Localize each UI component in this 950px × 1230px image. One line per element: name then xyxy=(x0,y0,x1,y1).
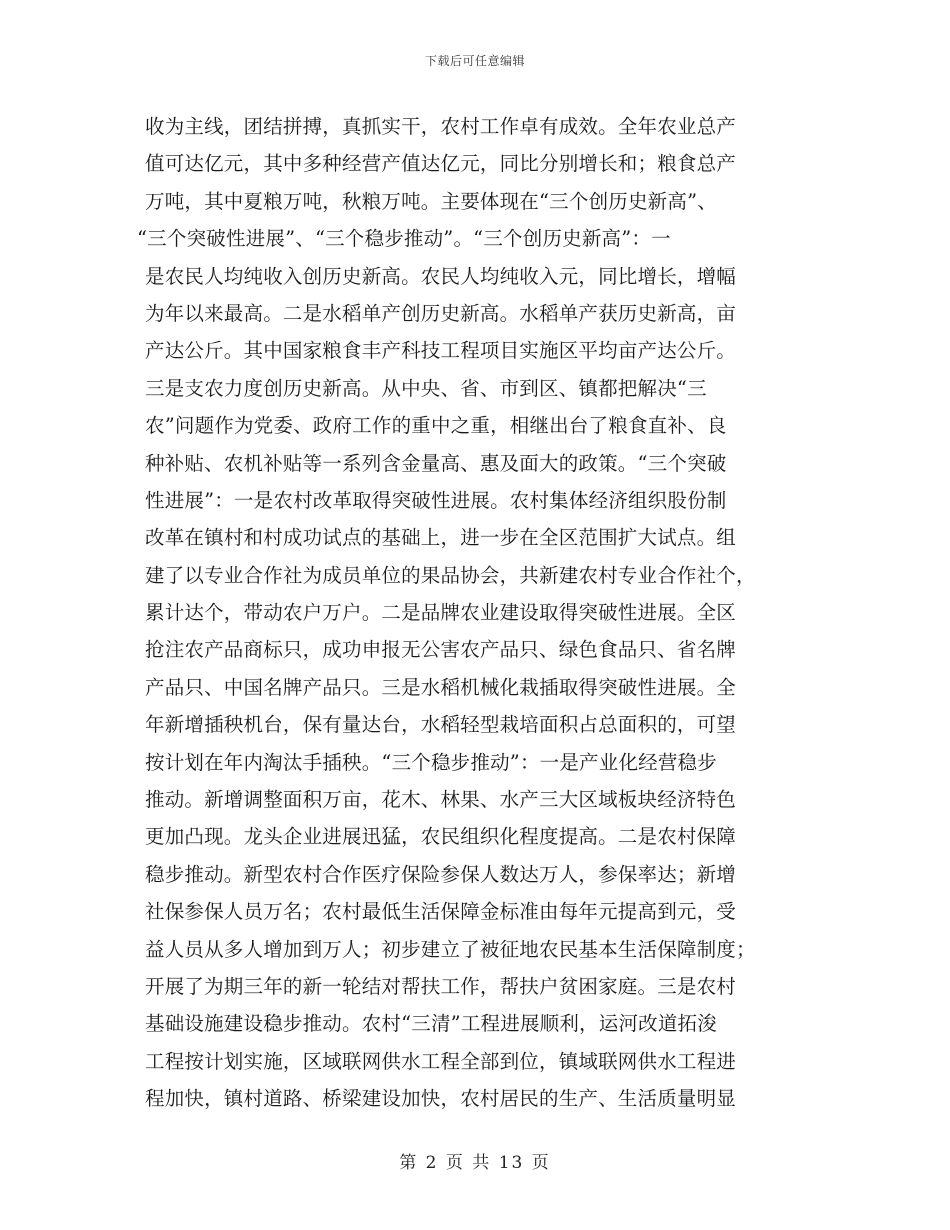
body-line: 累计达个，带动农户万户。二是品牌农业建设取得突破性进展。全区 xyxy=(145,601,737,625)
body-line: 推动。新增调整面积万亩，花木、林果、水产三大区域板块经济特色 xyxy=(145,788,737,812)
body-line: 建了以专业合作社为成员单位的果品协会，共新建农村专业合作社个， xyxy=(145,563,756,587)
body-line: 抢注农产品商标只，成功申报无公害农产品只、绿色食品只、省名牌 xyxy=(145,638,737,662)
body-line: 改革在镇村和村成功试点的基础上，进一步在全区范围扩大试点。组 xyxy=(145,526,737,550)
body-line: 种补贴、农机补贴等一系列含金量高、惠及面大的政策。“三个突破 xyxy=(145,451,727,475)
body-line: 收为主线，团结拼搏，真抓实干，农村工作卓有成效。全年农业总产 xyxy=(145,115,737,138)
body-line: 基础设施建设稳步推动。农村“三清”工程进展顺利，运河改道拓浚 xyxy=(145,1012,717,1036)
body-line: “三个突破性进展”、“三个稳步推动”。“三个创历史新高”：一 xyxy=(137,227,671,251)
body-line: 值可达亿元，其中多种经营产值达亿元，同比分别增长和；粮食总产 xyxy=(145,152,737,176)
body-line: 农”问题作为党委、政府工作的重中之重，相继出台了粮食直补、良 xyxy=(145,414,727,438)
body-line: 按计划在年内淘汰手插秧。“三个稳步推动”：一是产业化经营稳步 xyxy=(145,750,717,774)
body-line: 万吨，其中夏粮万吨，秋粮万吨。主要体现在“三个创历史新高”、 xyxy=(145,189,717,213)
page-header: 下载后可任意编辑 xyxy=(424,54,525,68)
body-line: 开展了为期三年的新一轮结对帮扶工作，帮扶户贫困家庭。三是农村 xyxy=(145,974,737,998)
document-body xyxy=(137,108,805,1118)
body-line: 社保参保人员万名；农村最低生活保障金标准由每年元提高到元，受 xyxy=(145,900,737,924)
body-line: 工程按计划实施，区域联网供水工程全部到位，镇域联网供水工程进 xyxy=(145,1049,737,1073)
body-line: 三是支农力度创历史新高。从中央、省、市到区、镇都把解决“三 xyxy=(145,376,707,400)
body-line: 益人员从多人增加到万人；初步建立了被征地农民基本生活保障制度； xyxy=(145,937,756,961)
body-line: 是农民人均纯收入创历史新高。农民人均纯收入元，同比增长，增幅 xyxy=(145,264,737,288)
body-line: 稳步推动。新型农村合作医疗保险参保人数达万人，参保率达；新增 xyxy=(145,862,737,886)
body-line: 性进展”：一是农村改革取得突破性进展。农村集体经济组织股份制 xyxy=(145,488,727,512)
body-line: 年新增插秧机台，保有量达台，水稻轻型栽培面积占总面积的，可望 xyxy=(145,713,737,737)
body-line: 产品只、中国名牌产品只。三是水稻机械化栽插取得突破性进展。全 xyxy=(145,675,737,699)
body-line: 更加凸现。龙头企业进展迅猛，农民组织化程度提高。二是农村保障 xyxy=(145,825,737,849)
body-line: 为年以来最高。二是水稻单产创历史新高。水稻单产获历史新高，亩 xyxy=(145,301,737,325)
body-line: 产达公斤。其中国家粮食丰产科技工程项目实施区平均亩产达公斤。 xyxy=(145,339,737,363)
page-number-footer: 第 2 页 共 13 页 xyxy=(399,1153,551,1173)
body-line: 程加快，镇村道路、桥梁建设加快，农村居民的生产、生活质量明显 xyxy=(145,1087,737,1111)
